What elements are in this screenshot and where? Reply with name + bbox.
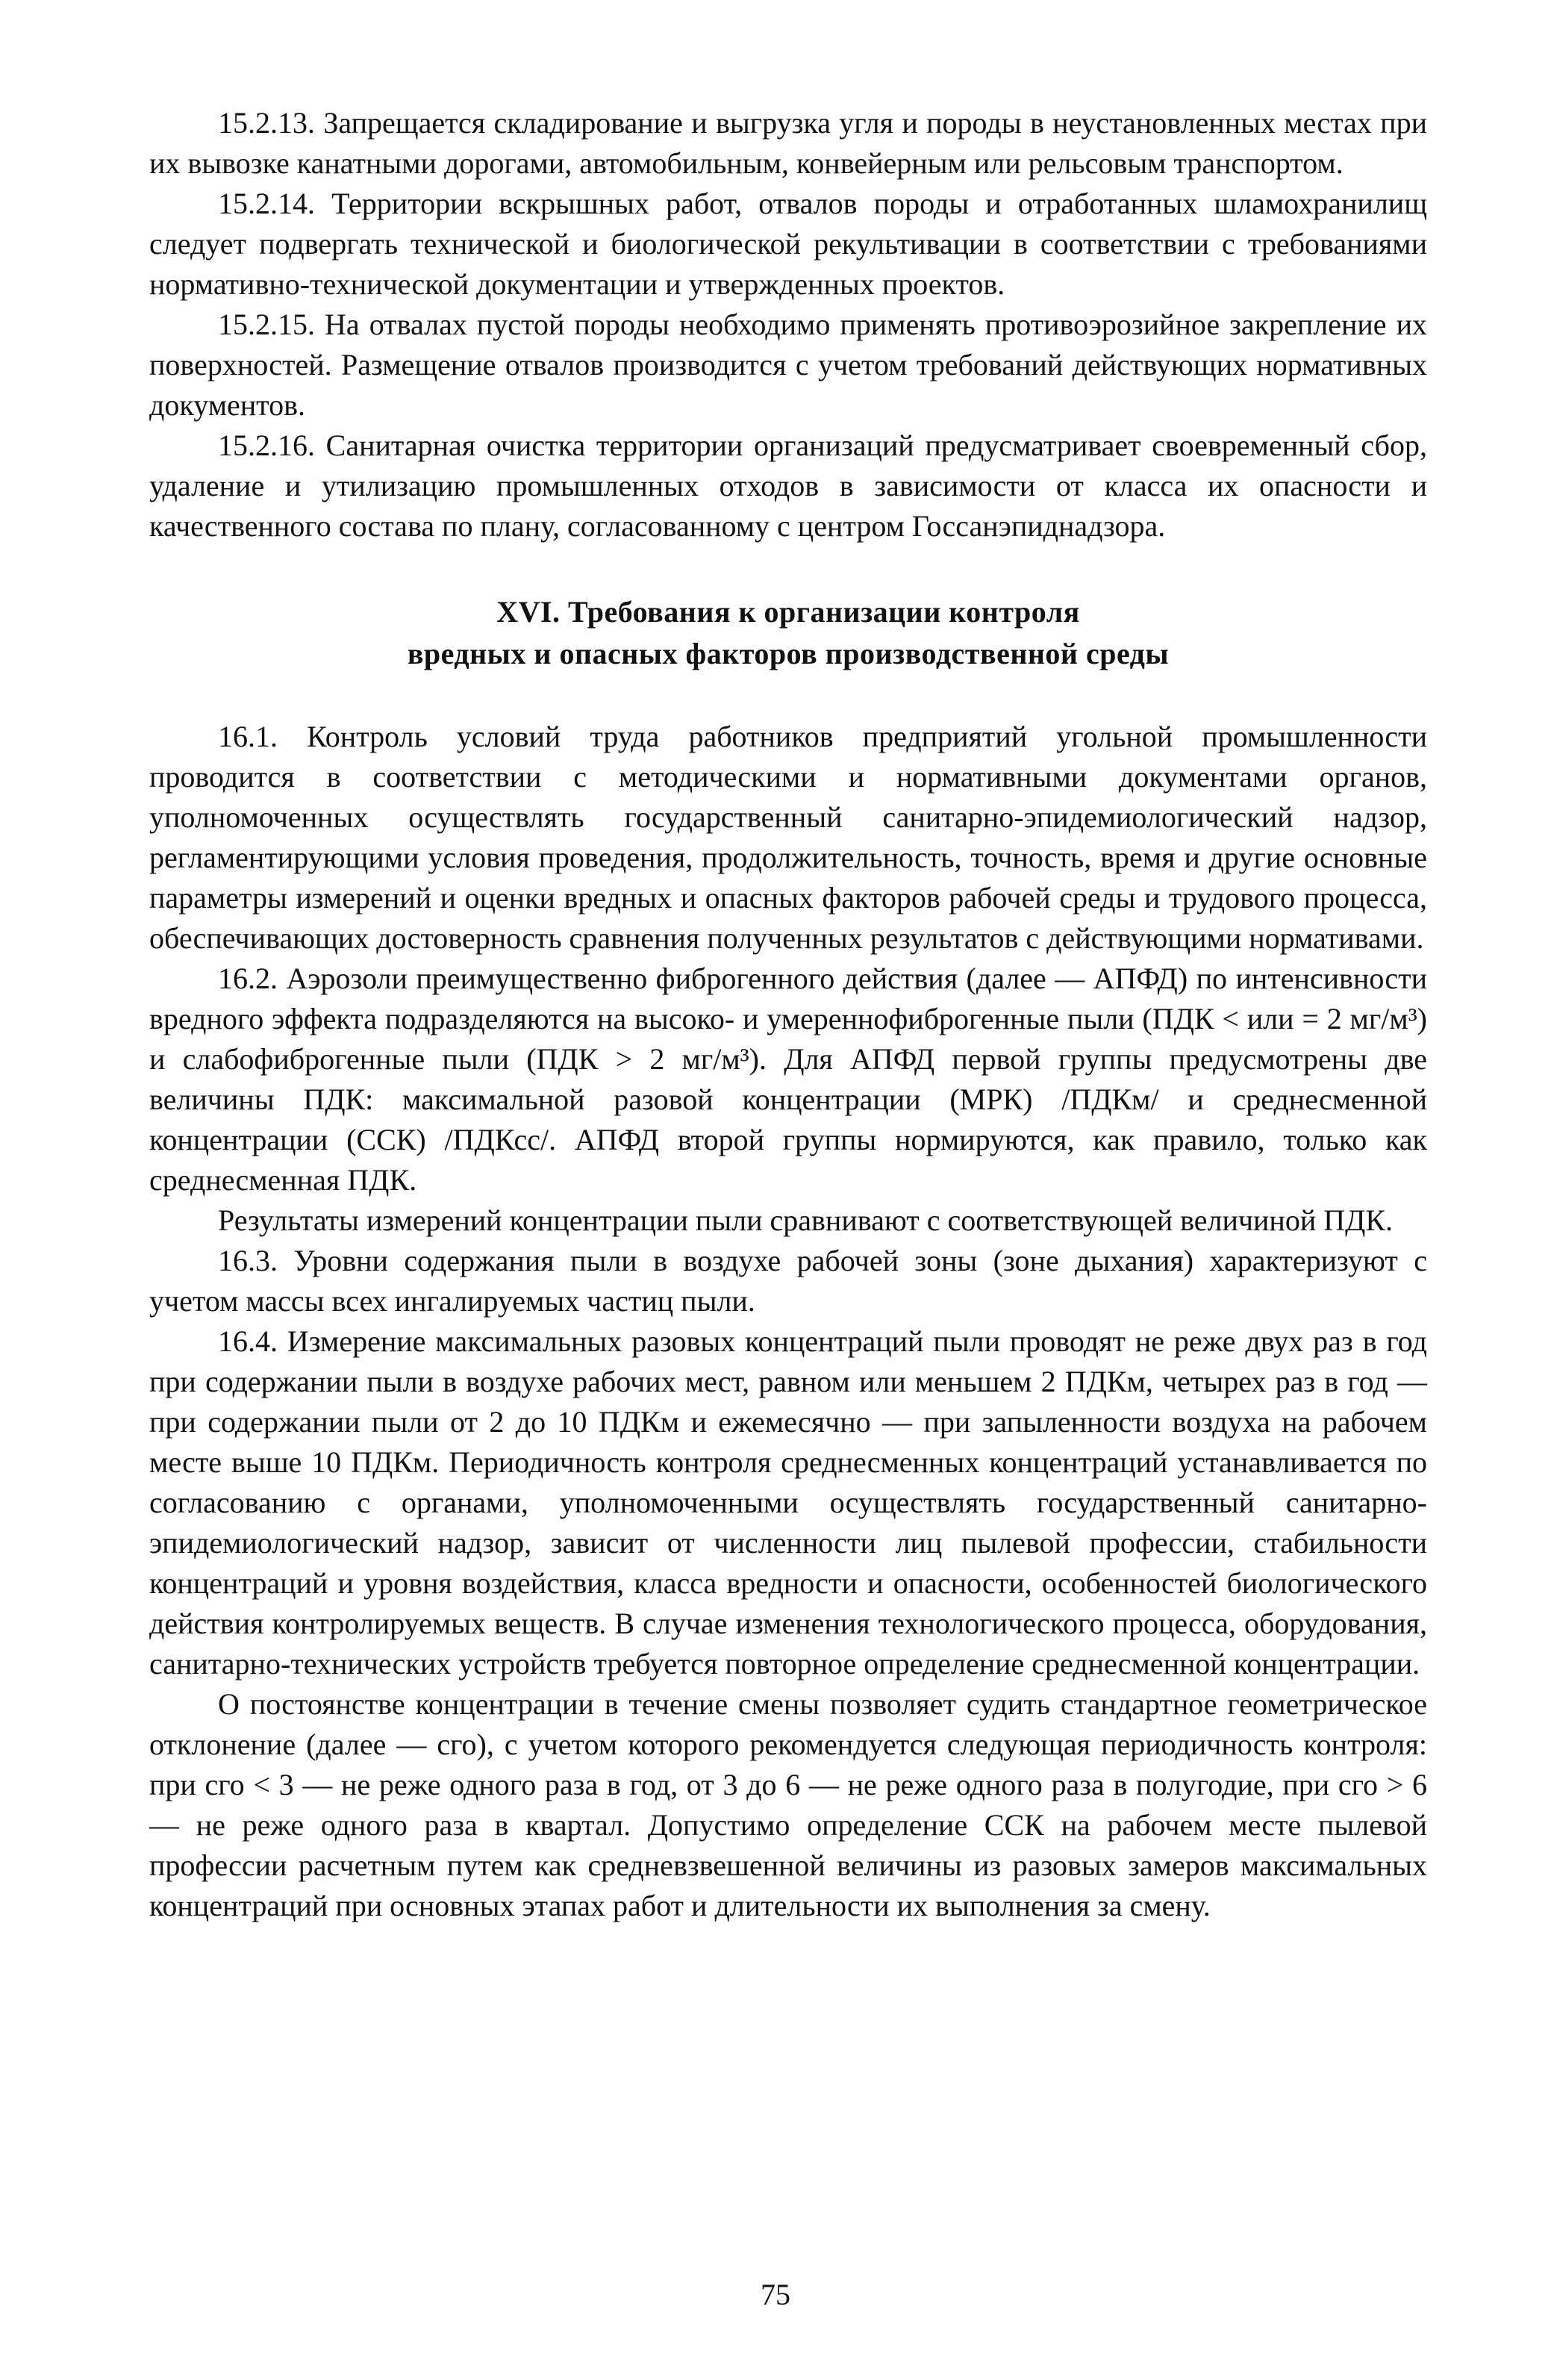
section-heading xyxy=(149,591,1427,675)
paragraph-15-2-13: 15.2.13. Запрещается складирование и выгрузка угля и породы в неустановленных местах при их вывозке канатными дорогами, автомобильным, конвейерным или рельсовым транспортом. xyxy=(149,106,1427,180)
paragraph-15-2-16: 15.2.16. Санитарная очистка территории организаций предусматривает своевременный сбор, удаление и утилизацию промышленных отходов в зависимости от класса их опасности и качественного состава по плану, согласованному с центром Госсанэпиднадзора. xyxy=(149,429,1427,543)
paragraph-15-2-15: 15.2.15. На отвалах пустой породы необходимо применять противоэрозийное закрепление их поверхностей. Размещение отвалов производится с учетом требований действующих нормативных документов. xyxy=(149,308,1427,422)
paragraph-16-2-results: Результаты измерений концентрации пыли сравнивают с соответствующей величиной ПДК. xyxy=(218,1203,1394,1237)
document-page xyxy=(149,103,1427,1926)
paragraph-16-4: 16.4. Измерение максимальных разовых концентраций пыли проводят не реже двух раз в год при содержании пыли в воздухе рабочих мест, равном или меньшем 2 ПДКм, четырех раз в год — при содержании пыли от 2 до 10 ПДКм и ежемесячно — при запыленности воздуха на рабочем месте выше 10 ПДКм. Периодичность контроля среднесменных концентраций устанавливается по согласованию с органами, уполномоченными осуществлять государственный санитарно-эпидемиологический надзор, зависит от численности лиц пылевой профессии, стабильности концентраций и уровня воздействия, класса вредности и опасности, особенностей биологического действия контролируемых веществ. В случае изменения технологического процесса, оборудования, санитарно-технических устройств требуется повторное определение среднесменной концентрации. xyxy=(149,1324,1427,1680)
paragraph-15-2-14: 15.2.14. Территории вскрышных работ, отвалов породы и отработанных шламохранилищ следует подвергать технической и биологической рекультивации в соответствии с требованиями нормативно-технической документации и утвержденных проектов. xyxy=(149,187,1427,301)
section-heading-line-1: XVI. Требования к организации контроля xyxy=(496,595,1080,629)
page-number: 75 xyxy=(761,2278,790,2311)
paragraph-16-2: 16.2. Аэрозоли преимущественно фиброгенного действия (далее — АПФД) по интенсивности вредного эффекта подразделяются на высоко- и умереннофиброгенные пыли (ПДК < или = 2 мг/м³) и слабофиброгенные пыли (ПДК > 2 мг/м³). Для АПФД первой группы предусмотрены две величины ПДК: максимальной разовой концентрации (МРК) /ПДКм/ и среднесменной концентрации (ССК) /ПДКсс/. АПФД второй группы нормируются, как правило, только как среднесменная ПДК. xyxy=(149,962,1427,1197)
section-heading-line-2: вредных и опасных факторов производственной среды xyxy=(407,637,1170,670)
paragraph-16-1: 16.1. Контроль условий труда работников предприятий угольной промышленности проводится в соответствии с методическими и нормативными документами органов, уполномоченных осуществлять государственный санитарно-эпидемиологический надзор, регламентирующими условия проведения, продолжительность, точность, время и другие основные параметры измерений и оценки вредных и опасных факторов рабочей среды и трудового процесса, обеспечивающих достоверность сравнения полученных результатов с действующими нормативами. xyxy=(149,720,1427,955)
paragraph-16-3: 16.3. Уровни содержания пыли в воздухе рабочей зоны (зоне дыхания) характеризуют с учетом массы всех ингалируемых частиц пыли. xyxy=(149,1244,1427,1318)
paragraph-16-4-constancy: О постоянстве концентрации в течение смены позволяет судить стандартное геометрическое отклонение (далее — сго), с учетом которого рекомендуется следующая периодичность контроля: при сго < 3 — не реже одного раза в год, от 3 до 6 — не реже одного раза в полугодие, при сго > 6 — не реже одного раза в квартал. Допустимо определение ССК на рабочем месте пылевой профессии расчетным путем как средневзвешенной величины из разовых замеров максимальных концентраций при основных этапах работ и длительности их выполнения за смену. xyxy=(149,1687,1427,1922)
